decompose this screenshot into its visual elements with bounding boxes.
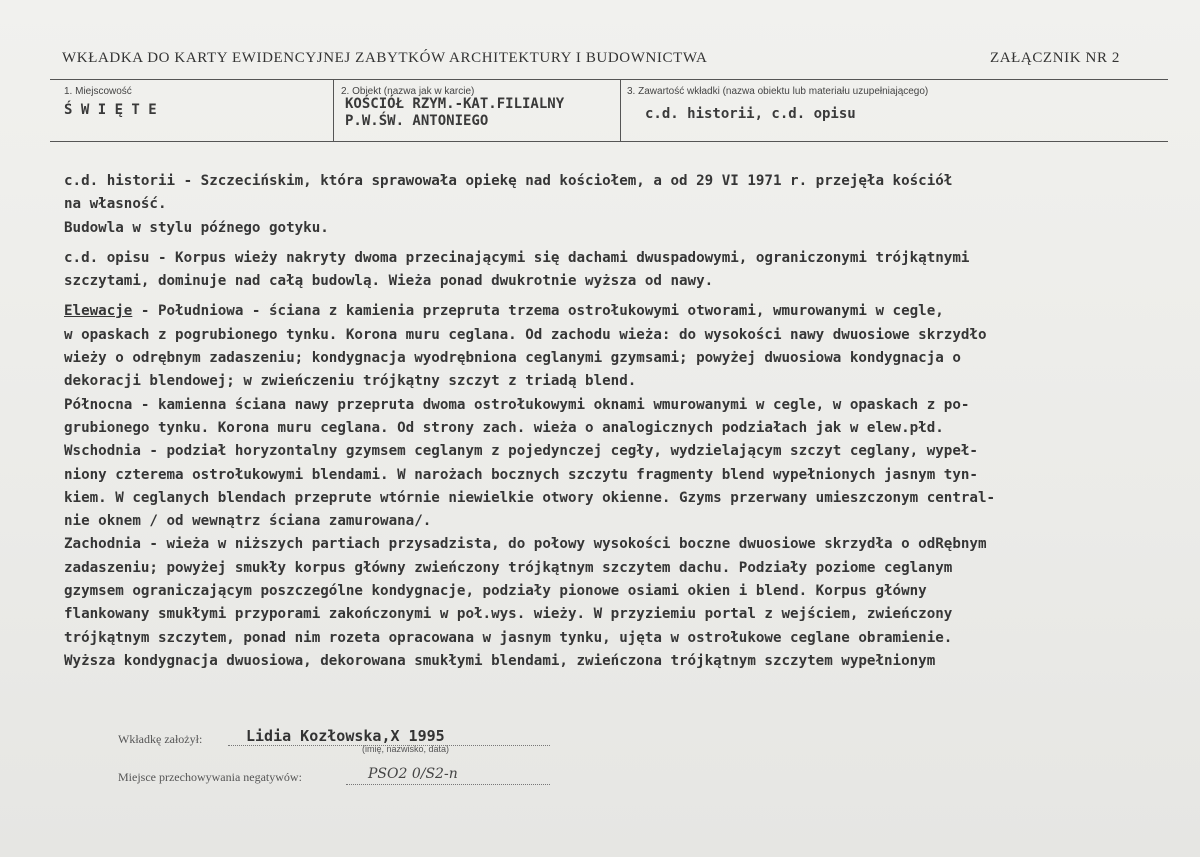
body-line: gzymsem ograniczającym poszczególne kondygnacje, podziały pionowe osiami okien i blend. Korpus główny [64,583,927,600]
body-line: grubionego tynku. Korona muru ceglana. Od strony zach. wieża o analogicznych podziałach jak w elew.płd. [64,419,944,436]
body-line: flankowany smukłymi przyporami zakończonymi w poł.wys. wieży. W przyziemiu portal z wejściem, zwieńczony [64,606,953,623]
annex-number: ZAŁĄCZNIK NR 2 [989,50,1120,66]
body-line: Zachodnia - wieża w niższych partiach przysadzista, do połowy wysokości boczne dwuosiowe skrzydła o odRębnym [64,536,987,553]
storage-label: Miejsce przechowywania negatywów: [118,770,302,784]
elevations-line [64,300,1154,323]
form-title: WKŁADKA DO KARTY EWIDENCYJNEJ ZABYTKÓW ARCHITEKTURY I BUDOWNICTWA [62,50,708,66]
object-label: 2. Obiekt (nazwa jak w karcie) [341,86,475,97]
field-divider-1 [333,79,334,141]
header-top-rule [50,79,1168,80]
field-divider-2 [620,79,621,141]
author-label: Wkładkę założył: [118,732,203,746]
body-line: trójkątnym szczytem, ponad nim rozeta opracowana w jasnym tynku, ujęta w ostrołukowe ceglane obramienie. [64,629,953,646]
body-line: Wschodnia - podział horyzontalny gzymsem ceglanym z pojedynczej cegły, wydzielającym szczyt ceglany, wypeł- [64,443,978,460]
body-line: zadaszeniu; powyżej smukły korpus główny zwieńczony trójkątnym szczytem dachu. Podziały poziome ceglanym [64,559,953,576]
body-line: w opaskach z pogrubionego tynku. Korona muru ceglana. Od zachodu wieża: do wysokości nawy dwuosiowe skrzydło [64,326,987,343]
body-line: nie oknem / od wewnątrz ściana zamurowana/. [64,513,432,530]
typed-body [64,170,1154,673]
body-line: dekoracji blendowej; w zwieńczeniu trójkątny szczyt z triadą blend. [64,373,637,390]
body-line: na własność. [64,196,167,213]
body-line: wieży o odrębnym zadaszeniu; kondygnacja wyodrębniona ceglanymi gzymsami; powyżej dwuosiowa kondygnacja o [64,350,961,367]
body-line: c.d. historii - Szczecińskim, która sprawowała opiekę nad kościołem, a od 29 VI 1971 r. przejęła kościół [64,173,953,189]
body-line: kiem. W ceglanych blendach przeprute wtórnie niewielkie otwory okienne. Gzyms przerwany umieszczonym central- [64,489,996,506]
author-hint: (imię, nazwisko, data) [362,744,450,754]
body-line: Północna - kamienna ściana nawy przepruta dwoma ostrołukowymi oknami wmurowanymi w cegle, w opaskach z po- [64,396,970,413]
object-value-line2: P.W.ŚW. ANTONIEGO [345,113,489,129]
author-value: Lidia Kozłowska,X 1995 [246,727,445,745]
locality-value: Ś W I Ę T E [64,102,157,118]
storage-dotted-line [346,784,550,785]
body-line: c.d. opisu - Korpus wieży nakryty dwoma przecinającymi się dachami dwuspadowymi, ograniczonymi trójkątnymi [64,249,970,266]
contents-label: 3. Zawartość wkładki (nazwa obiektu lub materiału uzupełniającego) [627,86,929,97]
locality-label: 1. Miejscowość [64,86,132,97]
elevations-heading: Elewacje [64,303,133,320]
storage-value: PSO2 0/S2-n [368,766,458,782]
body-line: Budowla w stylu późnego gotyku. [64,219,329,236]
body-line: niony czterema ostrołukowymi blendami. W narożach bocznych szczytu fragmenty blend wypełnionych jasnym tyn- [64,466,978,483]
elevations-first-rest: - Południowa - ściana z kamienia przepruta trzema ostrołukowymi otworami, wmurowanymi w cegle, [132,303,944,320]
contents-value: c.d. historii, c.d. opisu [645,106,856,122]
body-line: szczytami, dominuje nad całą budowlą. Wieża ponad dwukrotnie wyższa od nawy. [64,273,714,290]
body-line: Wyższa kondygnacja dwuosiowa, dekorowana smukłymi blendami, zwieńczona trójkątnym szczytem wypełnionym [64,652,936,669]
object-value-line1: KOŚCIÓŁ RZYM.-KAT.FILIALNY [345,96,565,112]
header-bottom-rule [50,141,1168,142]
